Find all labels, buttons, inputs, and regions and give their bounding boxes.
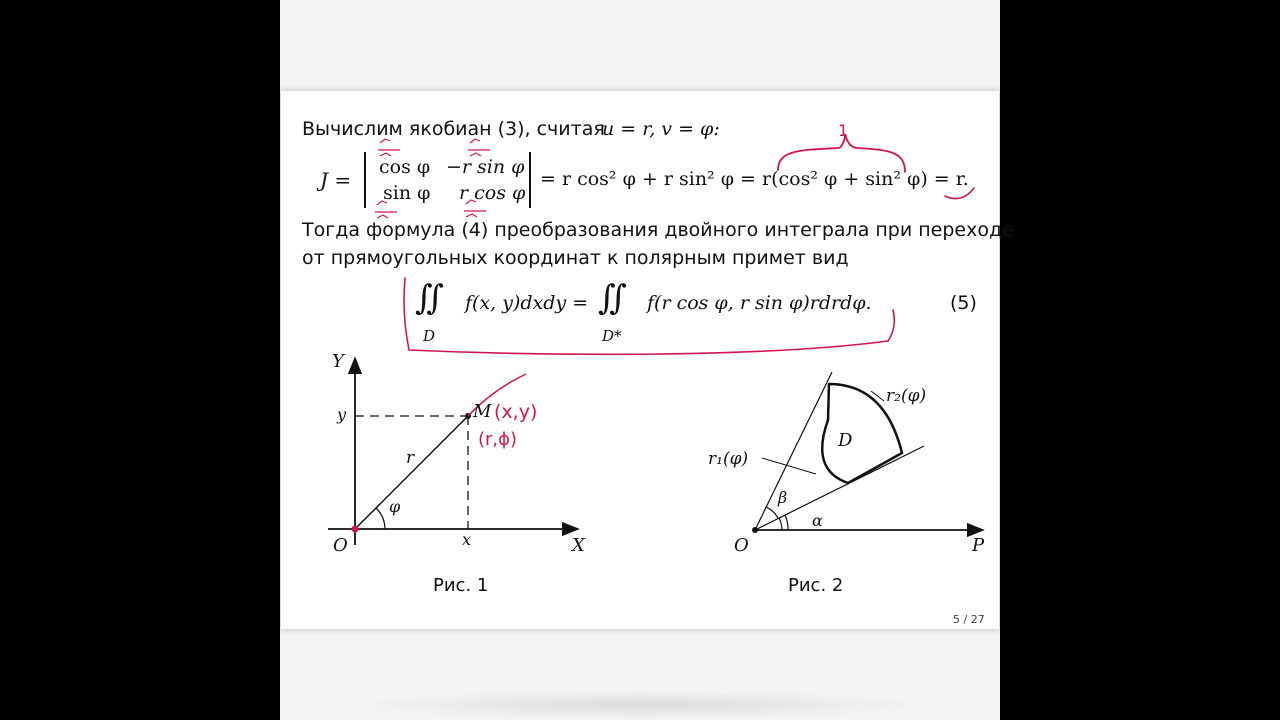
fig2-label-r2: r₂(φ) [886,386,927,406]
ink-partial-21 [375,201,397,218]
ink-partial-12 [468,139,490,156]
formula-number: (5) [950,292,977,314]
figure-2-caption: Рис. 2 [788,575,844,596]
fig1-label-y: y [337,405,347,424]
jacobian-m21: sin φ [383,182,431,204]
ink-underline-r [945,188,974,199]
integral-sign-left: ∬ [415,278,444,318]
ink-one: 1 [838,121,849,140]
fig2-label-alpha: α [812,511,823,530]
fig2-label-o: O [734,535,749,556]
fig1-label-r: r [406,448,415,468]
paragraph-line-2: от прямоугольных координат к полярным примет вид [302,247,849,269]
ink-xy: (x,y) [494,401,538,423]
fig1-label-x-axis: X [572,535,585,556]
page-number: 5 / 27 [953,613,985,626]
fig1-label-origin: O [333,535,348,556]
fig1-label-phi: φ [389,497,401,516]
fig2-label-d: D [838,430,853,451]
fig2-label-p: P [972,535,985,556]
rhs-domain-text: D* [602,327,622,345]
ink-partial-11 [378,139,400,156]
jacobian-m11: cos φ [379,156,431,178]
ink-partial-22 [464,200,486,217]
rhs-integrand-text: f(r cos φ, r sin φ)rdrdφ. [647,292,872,314]
ink-rphi: (r,ϕ) [478,429,518,450]
jacobian-rhs: = r cos² φ + r sin² φ = r(cos² φ + sin² φ) = r. [540,168,969,190]
intro-math-value: u = r, v = φ: [602,118,720,140]
integral-sign-right: ∬ [598,278,627,318]
lhs-integrand-text: f(x, y)dxdy = [465,292,589,314]
fig2-label-r1: r₁(φ) [708,449,749,469]
figure-1-caption: Рис. 1 [433,575,489,596]
fig2-label-beta: β [778,488,788,507]
lhs-domain-text: D [423,327,436,345]
intro-text: Вычислим якобиан (3), считая [302,118,605,140]
jacobian-m12-text: −r sin φ [446,156,525,178]
fig1-label-x: x [462,530,472,549]
ink-box-formula [404,278,894,354]
fig1-label-m: M [473,401,492,422]
jacobian-m22-text: r cos φ [459,182,526,204]
fig1-label-y-axis: Y [332,351,344,372]
paragraph-line-1: Тогда формула (4) преобразования двойного интеграла при переходе [302,219,1014,241]
jacobian-lhs-text: J = [320,168,352,192]
